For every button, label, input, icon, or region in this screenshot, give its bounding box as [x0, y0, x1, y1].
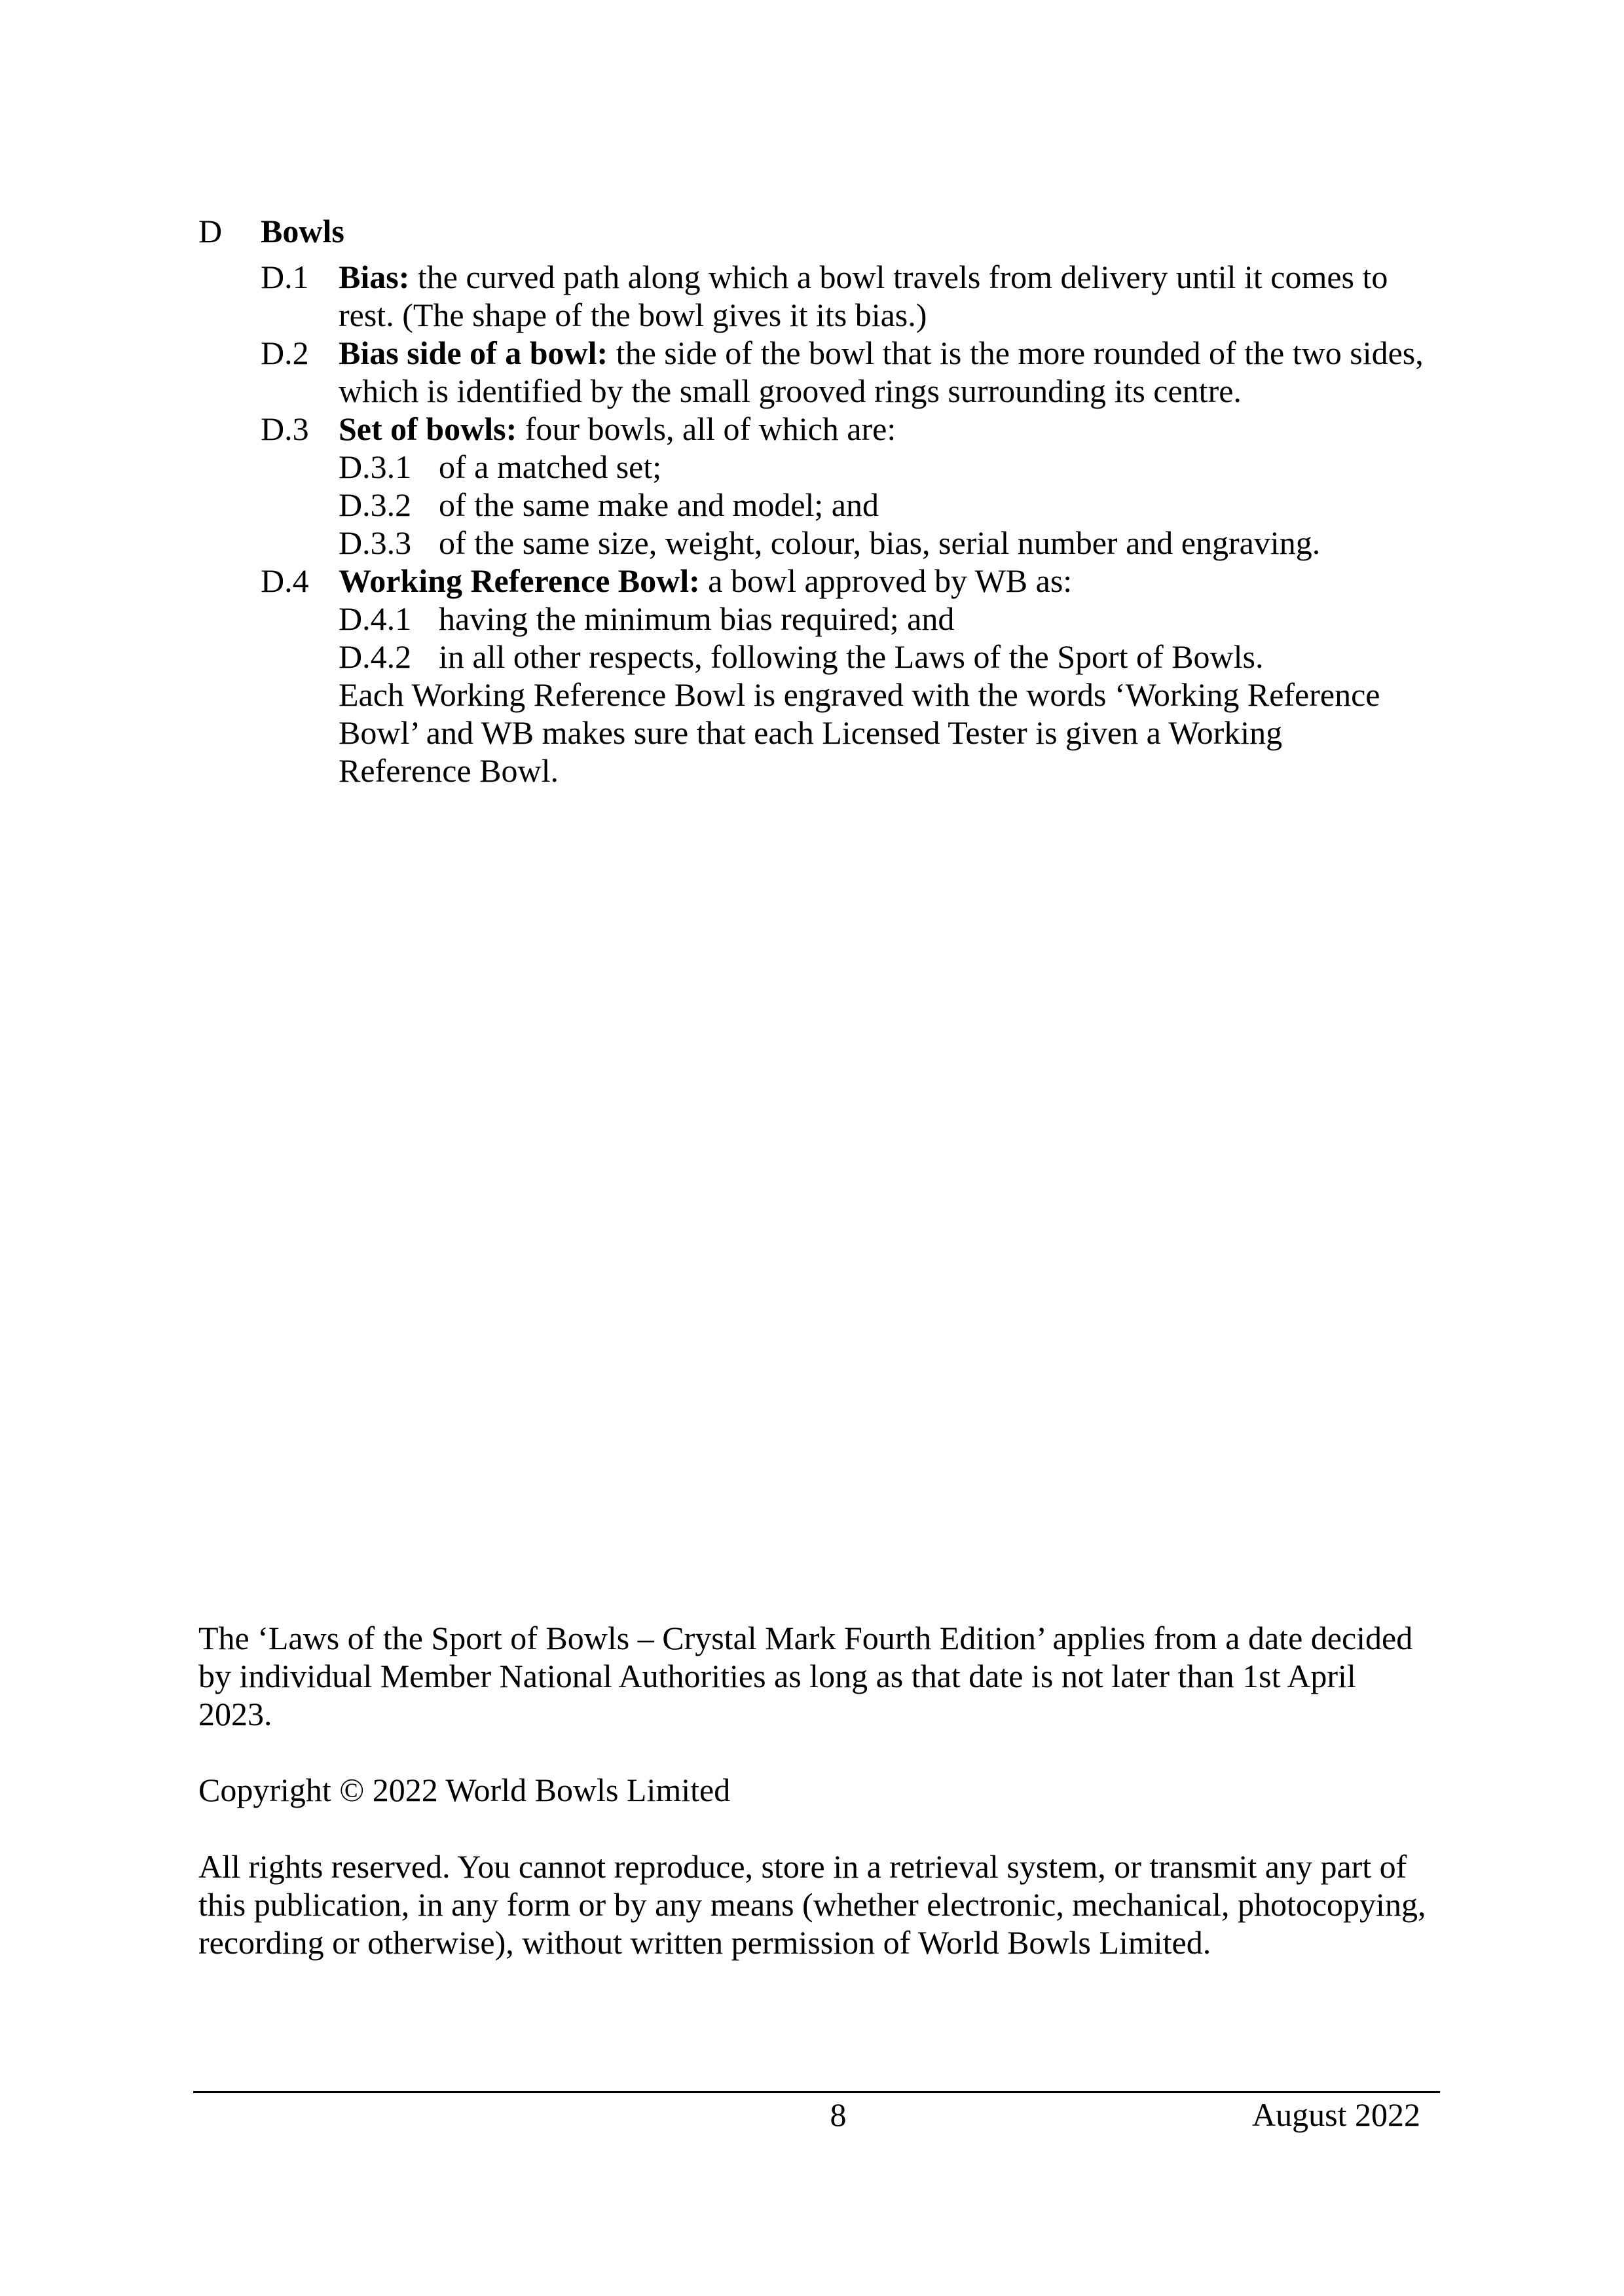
- notice-line: by individual Member National Authorities as long as that date is not later than 1st April: [198, 1658, 1356, 1694]
- copyright: Copyright © 2022 World Bowls Limited: [198, 1772, 731, 1808]
- subitem-text: of a matched set;: [439, 448, 662, 485]
- footer-divider: [193, 2091, 1440, 2093]
- definition-line: Bowl’ and WB makes sure that each Licensed Tester is given a Working: [339, 714, 1283, 751]
- definition-line: Working Reference Bowl: a bowl approved by WB as:: [339, 562, 1073, 599]
- rights-line: recording or otherwise), without written permission of World Bowls Limited.: [198, 1924, 1211, 1961]
- definition-line: Bias side of a bowl: the side of the bowl that is the more rounded of the two sides,: [339, 335, 1424, 371]
- subitem-number: D.3.2: [339, 486, 412, 523]
- definition-line: Set of bowls: four bowls, all of which are:: [339, 410, 896, 447]
- item-number: D.3: [261, 410, 309, 447]
- footer-date: August 2022: [1252, 2096, 1420, 2133]
- subitem-text: of the same make and model; and: [439, 486, 879, 523]
- definition-line: which is identified by the small grooved rings surrounding its centre.: [339, 373, 1242, 409]
- item-number: D.2: [261, 335, 309, 371]
- definition-line: Bias: the curved path along which a bowl travels from delivery until it comes to: [339, 259, 1388, 295]
- item-number: D.1: [261, 259, 309, 295]
- section-title: Bowls: [261, 213, 344, 249]
- definition-line: Reference Bowl.: [339, 752, 559, 789]
- term: Set of bowls:: [339, 410, 517, 447]
- subitem-number: D.3.1: [339, 448, 412, 485]
- subitem-text: in all other respects, following the Laws of the Sport of Bowls.: [439, 638, 1264, 675]
- definition-line: rest. (The shape of the bowl gives it its bias.): [339, 297, 927, 333]
- subitem-text: of the same size, weight, colour, bias, serial number and engraving.: [439, 524, 1321, 561]
- subitem-text: having the minimum bias required; and: [439, 600, 955, 637]
- subitem-number: D.4.2: [339, 638, 412, 675]
- rights-line: All rights reserved. You cannot reproduce, store in a retrieval system, or transmit any part of: [198, 1848, 1407, 1885]
- subitem-number: D.4.1: [339, 600, 412, 637]
- notice-line: 2023.: [198, 1696, 272, 1732]
- item-number: D.4: [261, 562, 309, 599]
- section-letter: D: [198, 213, 223, 249]
- rights-line: this publication, in any form or by any means (whether electronic, mechanical, photocopying,: [198, 1886, 1426, 1923]
- definition-line: Each Working Reference Bowl is engraved with the words ‘Working Reference: [339, 676, 1380, 713]
- notice-line: The ‘Laws of the Sport of Bowls – Crystal Mark Fourth Edition’ applies from a date decided: [198, 1620, 1413, 1656]
- term: Bias side of a bowl:: [339, 335, 608, 371]
- term: Working Reference Bowl:: [339, 562, 700, 599]
- term: Bias:: [339, 259, 410, 295]
- subitem-number: D.3.3: [339, 524, 412, 561]
- page-number: 8: [830, 2096, 847, 2133]
